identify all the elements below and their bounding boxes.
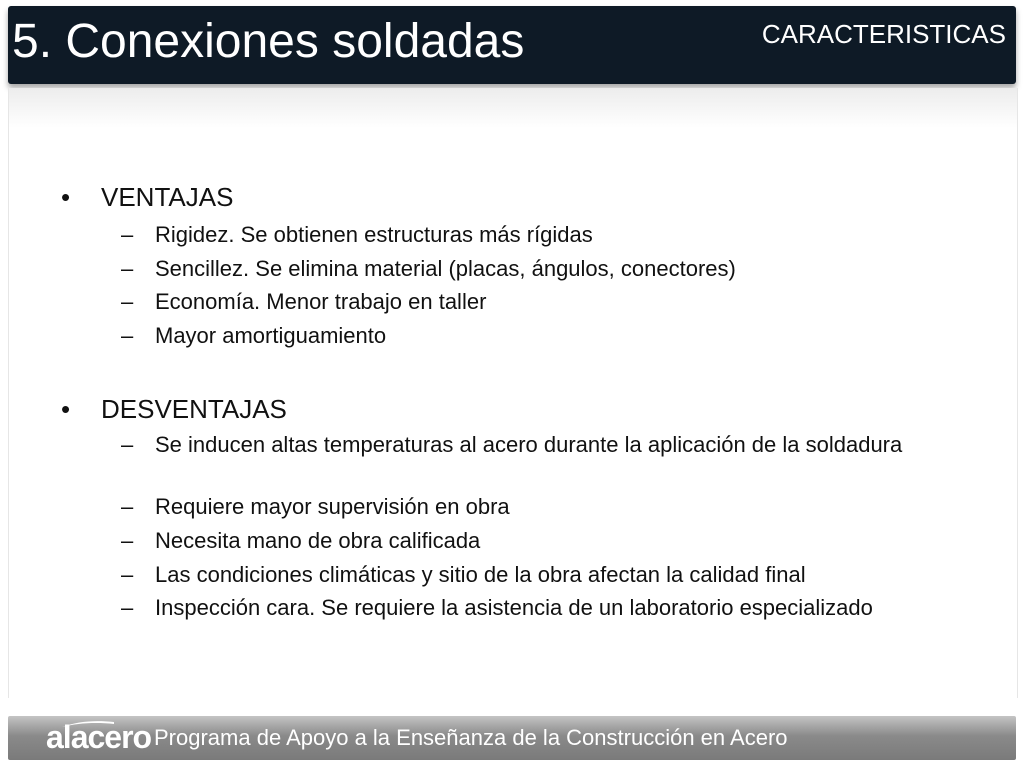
desventajas-item-text: Se inducen altas temperaturas al acero durante la aplicación de la soldadura: [155, 432, 903, 457]
footer-program-text: Programa de Apoyo a la Enseñanza de la Construcción en Acero: [154, 725, 788, 750]
header-bar: [8, 6, 1016, 84]
list-item: [121, 527, 921, 555]
bullet-ventajas: [61, 182, 233, 212]
list-item: [121, 431, 921, 459]
list-item: [121, 288, 921, 316]
bullet-desventajas: [61, 394, 287, 424]
list-item: [121, 561, 921, 589]
bullet-dot: •: [61, 182, 71, 212]
dash-marker: –: [121, 432, 134, 457]
ventajas-heading: VENTAJAS: [101, 182, 234, 212]
dash-marker: –: [121, 222, 134, 247]
list-item: [121, 221, 921, 249]
desventajas-item-text: Necesita mano de obra calificada: [155, 528, 481, 553]
list-item: [121, 493, 921, 521]
desventajas-item-text: Inspección cara. Se requiere la asistencia de un laboratorio especializado: [155, 595, 873, 620]
desventajas-heading: DESVENTAJAS: [101, 394, 287, 424]
dash-marker: –: [121, 256, 134, 281]
ventajas-item-text: Sencillez. Se elimina material (placas, ángulos, conectores): [155, 256, 736, 281]
dash-marker: –: [121, 289, 134, 314]
list-item: [121, 255, 921, 283]
ventajas-item-text: Economía. Menor trabajo en taller: [155, 289, 487, 314]
dash-marker: –: [121, 323, 134, 348]
dash-marker: –: [121, 494, 134, 519]
dash-marker: –: [121, 528, 134, 553]
slide-title: 5. Conexiones soldadas: [12, 15, 525, 68]
desventajas-item-text: Requiere mayor supervisión en obra: [155, 494, 510, 519]
bullet-dot: •: [61, 394, 71, 424]
footer-bar: [8, 716, 1016, 760]
alacero-logo: alacero: [46, 719, 152, 755]
desventajas-item-text: Las condiciones climáticas y sitio de la obra afectan la calidad final: [155, 562, 806, 587]
ventajas-item-text: Rigidez. Se obtienen estructuras más rígidas: [155, 222, 593, 247]
list-item: [121, 594, 921, 622]
content-area: [8, 88, 1018, 698]
ventajas-item-text: Mayor amortiguamiento: [155, 323, 387, 348]
dash-marker: –: [121, 595, 134, 620]
list-item: [121, 322, 921, 350]
section-label: CARACTERISTICAS: [761, 19, 1006, 49]
dash-marker: –: [121, 562, 134, 587]
